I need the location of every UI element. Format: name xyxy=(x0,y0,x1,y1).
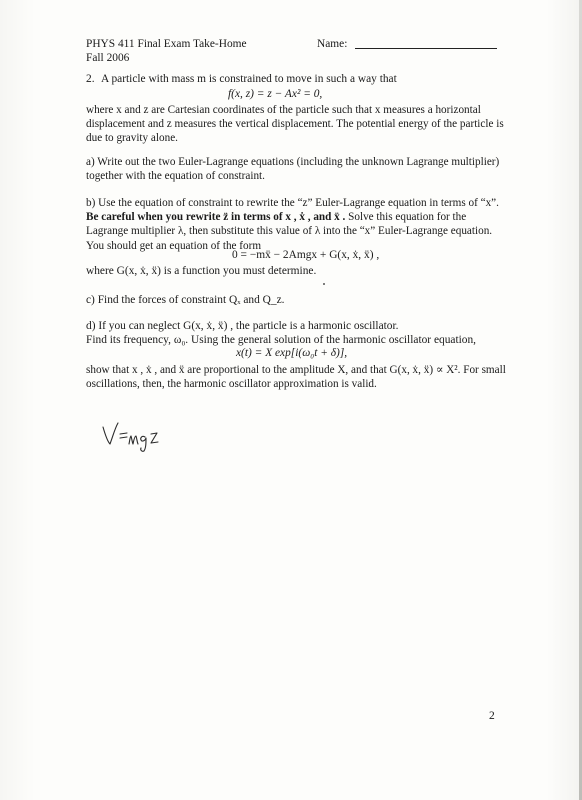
name-label: Name: xyxy=(317,38,348,50)
part-d-text: show that x , ẋ , and ẍ are proportional to the amplitude X, and that G(x, ẋ, ẍ) ∝ X². For small oscillations, then, the harmonic oscillator approximation is valid. xyxy=(86,364,506,391)
part-b-text-1: b) Use the equation of constraint to rewrite the “z” Euler-Lagrange equation in terms of “x”. xyxy=(86,197,499,209)
course-title: PHYS 411 Final Exam Take-Home xyxy=(86,38,247,50)
page-number: 2 xyxy=(489,710,495,722)
constraint-equation: f(x, z) = z − Ax² = 0, xyxy=(228,88,323,100)
problem-intro: A particle with mass m is constrained to move in such a way that xyxy=(101,73,397,85)
part-b-equation: 0 = −mẍ − 2Amgx + G(x, ẋ, ẍ) , xyxy=(232,249,380,261)
handwritten-note xyxy=(100,418,170,458)
part-d-line-1: d) If you can neglect G(x, ẋ, ẍ) , the particle is a harmonic oscillator. xyxy=(86,320,399,332)
problem-description: where x and z are Cartesian coordinates of the particle such that x measures a horizontal displacement and z measures the vertical displacement. The potential energy of the particle is due to gravity alone. xyxy=(86,104,504,145)
part-b xyxy=(86,196,506,253)
part-b-text-2: Solve this equation for the Lagrange multiplier λ, then substitute this value of λ into the “x” Euler-Lagrange equation. You should get an equation of the form xyxy=(86,211,493,252)
name-field-line xyxy=(355,48,497,49)
part-b-warning: Be careful when you rewrite z̈ in terms of x , ẋ , and ẍ . xyxy=(86,211,346,224)
part-b-where: where G(x, ẋ, ẍ) is a function you must determine. xyxy=(86,265,317,277)
part-c: c) Find the forces of constraint Qₓ and Q_z. xyxy=(86,294,285,306)
term: Fall 2006 xyxy=(86,52,130,64)
stray-dot xyxy=(323,283,325,285)
part-d-equation: x(t) = X exp[i(ω₀t + δ)], xyxy=(236,347,348,359)
part-a: a) Write out the two Euler-Lagrange equations (including the unknown Lagrange multiplier) together with the equation of constraint. xyxy=(86,156,500,183)
part-d-line-2: Find its frequency, ω₀. Using the general solution of the harmonic oscillator equation, xyxy=(86,334,477,346)
problem-number: 2. xyxy=(86,73,95,85)
